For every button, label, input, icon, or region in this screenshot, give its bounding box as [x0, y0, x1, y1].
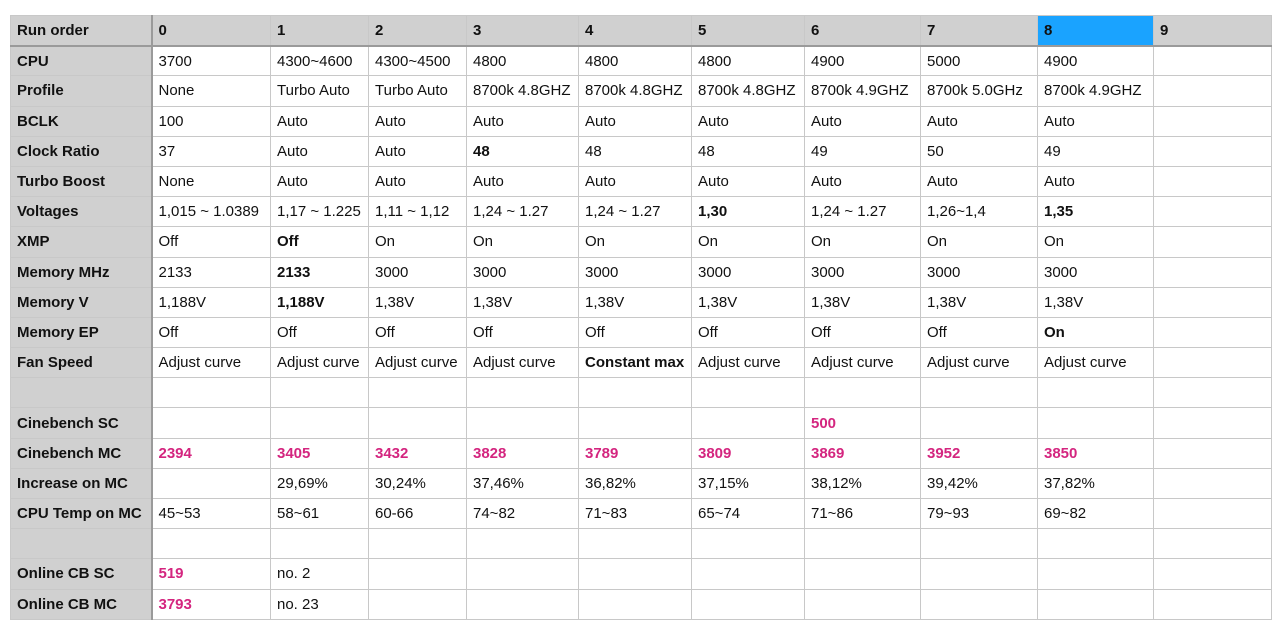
table-row: [11, 136, 1272, 166]
data-cell[interactable]: [1154, 408, 1272, 438]
data-cell[interactable]: 3000: [805, 257, 921, 287]
data-cell[interactable]: None: [152, 76, 271, 106]
data-cell[interactable]: [152, 529, 271, 559]
data-cell[interactable]: [579, 408, 692, 438]
column-header-8-selected[interactable]: 8: [1038, 16, 1154, 46]
table-row: [11, 408, 1272, 438]
data-cell[interactable]: [1154, 287, 1272, 317]
data-cell[interactable]: [1154, 317, 1272, 347]
data-cell[interactable]: None: [152, 166, 271, 196]
data-cell[interactable]: 74~82: [467, 499, 579, 529]
data-cell[interactable]: Auto: [369, 166, 467, 196]
data-cell[interactable]: [805, 529, 921, 559]
data-cell[interactable]: [805, 378, 921, 408]
row-label-cell[interactable]: Memory MHz: [11, 257, 152, 287]
data-cell[interactable]: 1,11 ~ 1,12: [369, 197, 467, 227]
data-cell[interactable]: [1154, 106, 1272, 136]
data-cell[interactable]: 37,82%: [1038, 468, 1154, 498]
data-cell[interactable]: [467, 408, 579, 438]
data-cell[interactable]: 65~74: [692, 499, 805, 529]
row-label-cell[interactable]: Turbo Boost: [11, 166, 152, 196]
row-label-cell[interactable]: Memory V: [11, 287, 152, 317]
data-cell[interactable]: [271, 408, 369, 438]
data-cell[interactable]: 4300~4500: [369, 46, 467, 76]
data-cell[interactable]: 519: [152, 559, 271, 589]
header-row: [11, 16, 1272, 46]
data-cell[interactable]: [271, 378, 369, 408]
data-cell[interactable]: 3432: [369, 438, 467, 468]
data-cell[interactable]: 1,188V: [271, 287, 369, 317]
data-cell[interactable]: [921, 378, 1038, 408]
row-label-cell[interactable]: Fan Speed: [11, 348, 152, 378]
data-cell[interactable]: [579, 529, 692, 559]
data-cell[interactable]: [1038, 378, 1154, 408]
data-cell[interactable]: [579, 589, 692, 619]
data-cell[interactable]: 3000: [921, 257, 1038, 287]
data-cell[interactable]: On: [579, 227, 692, 257]
data-cell[interactable]: 1,24 ~ 1.27: [467, 197, 579, 227]
data-cell[interactable]: [1154, 166, 1272, 196]
data-cell[interactable]: [1154, 589, 1272, 619]
data-cell[interactable]: Adjust curve: [467, 348, 579, 378]
data-cell[interactable]: [1038, 559, 1154, 589]
data-cell[interactable]: 1,38V: [805, 287, 921, 317]
row-label-cell[interactable]: Online CB SC: [11, 559, 152, 589]
data-cell[interactable]: [921, 589, 1038, 619]
data-cell[interactable]: On: [467, 227, 579, 257]
data-cell[interactable]: Adjust curve: [1038, 348, 1154, 378]
data-cell[interactable]: Off: [271, 227, 369, 257]
table-row: [11, 589, 1272, 619]
data-cell[interactable]: Adjust curve: [152, 348, 271, 378]
data-cell[interactable]: 37,46%: [467, 468, 579, 498]
data-cell[interactable]: no. 2: [271, 559, 369, 589]
data-cell[interactable]: Auto: [1038, 166, 1154, 196]
data-cell[interactable]: [1154, 46, 1272, 76]
data-cell[interactable]: [1154, 529, 1272, 559]
data-cell[interactable]: On: [1038, 227, 1154, 257]
data-cell[interactable]: 3000: [369, 257, 467, 287]
data-cell[interactable]: 50: [921, 136, 1038, 166]
data-cell[interactable]: no. 23: [271, 589, 369, 619]
column-header-3[interactable]: 3: [467, 16, 579, 46]
data-cell[interactable]: 5000: [921, 46, 1038, 76]
row-label-cell[interactable]: Clock Ratio: [11, 136, 152, 166]
data-cell[interactable]: Off: [369, 317, 467, 347]
data-cell[interactable]: 37,15%: [692, 468, 805, 498]
table-row: [11, 559, 1272, 589]
data-cell[interactable]: 3793: [152, 589, 271, 619]
data-cell[interactable]: [1154, 257, 1272, 287]
data-cell[interactable]: 30,24%: [369, 468, 467, 498]
data-cell[interactable]: Off: [152, 317, 271, 347]
data-cell[interactable]: [1154, 438, 1272, 468]
data-cell[interactable]: Adjust curve: [692, 348, 805, 378]
data-cell[interactable]: [1154, 559, 1272, 589]
data-cell[interactable]: Auto: [805, 106, 921, 136]
row-label-cell[interactable]: [11, 378, 152, 408]
data-cell[interactable]: 1,38V: [692, 287, 805, 317]
table-row: [11, 378, 1272, 408]
column-header-1[interactable]: 1: [271, 16, 369, 46]
data-cell[interactable]: [369, 559, 467, 589]
table-row: [11, 529, 1272, 559]
data-cell[interactable]: [1154, 468, 1272, 498]
data-cell[interactable]: 29,69%: [271, 468, 369, 498]
data-cell[interactable]: 3789: [579, 438, 692, 468]
data-cell[interactable]: 3828: [467, 438, 579, 468]
column-header-4[interactable]: 4: [579, 16, 692, 46]
data-cell[interactable]: [369, 589, 467, 619]
data-cell[interactable]: Constant max: [579, 348, 692, 378]
data-cell[interactable]: [1154, 499, 1272, 529]
data-cell[interactable]: 3000: [579, 257, 692, 287]
table-row: [11, 76, 1272, 106]
data-cell[interactable]: Adjust curve: [271, 348, 369, 378]
data-cell[interactable]: [1154, 227, 1272, 257]
data-cell[interactable]: 48: [467, 136, 579, 166]
data-cell[interactable]: 1,30: [692, 197, 805, 227]
data-cell[interactable]: 3809: [692, 438, 805, 468]
data-cell[interactable]: 3952: [921, 438, 1038, 468]
data-cell[interactable]: 4900: [805, 46, 921, 76]
data-cell[interactable]: 79~93: [921, 499, 1038, 529]
header-label-cell[interactable]: Run order: [11, 16, 152, 46]
data-cell[interactable]: [152, 468, 271, 498]
data-cell[interactable]: Auto: [692, 166, 805, 196]
data-cell[interactable]: 3850: [1038, 438, 1154, 468]
data-cell[interactable]: Auto: [579, 166, 692, 196]
data-cell[interactable]: [1154, 197, 1272, 227]
data-cell[interactable]: Auto: [467, 166, 579, 196]
table-row: [11, 348, 1272, 378]
data-cell[interactable]: 71~86: [805, 499, 921, 529]
column-header-7[interactable]: 7: [921, 16, 1038, 46]
data-cell[interactable]: 4900: [1038, 46, 1154, 76]
data-cell[interactable]: Adjust curve: [921, 348, 1038, 378]
data-cell[interactable]: Auto: [271, 136, 369, 166]
data-cell[interactable]: [921, 529, 1038, 559]
row-label-cell[interactable]: Increase on MC: [11, 468, 152, 498]
column-header-5[interactable]: 5: [692, 16, 805, 46]
data-cell[interactable]: Off: [271, 317, 369, 347]
data-cell[interactable]: 8700k 4.8GHZ: [692, 76, 805, 106]
data-cell[interactable]: Auto: [271, 166, 369, 196]
data-cell[interactable]: Off: [152, 227, 271, 257]
data-cell[interactable]: [369, 529, 467, 559]
data-cell[interactable]: 8700k 4.8GHZ: [579, 76, 692, 106]
data-cell[interactable]: 2394: [152, 438, 271, 468]
data-cell[interactable]: [1154, 378, 1272, 408]
column-header-6[interactable]: 6: [805, 16, 921, 46]
data-cell[interactable]: [467, 529, 579, 559]
data-cell[interactable]: [921, 408, 1038, 438]
data-cell[interactable]: Auto: [579, 106, 692, 136]
data-cell[interactable]: 8700k 4.8GHZ: [467, 76, 579, 106]
data-cell[interactable]: [692, 589, 805, 619]
table-row: [11, 227, 1272, 257]
data-cell[interactable]: 1,38V: [1038, 287, 1154, 317]
row-label-cell[interactable]: Cinebench SC: [11, 408, 152, 438]
data-cell[interactable]: 49: [805, 136, 921, 166]
data-cell[interactable]: 3700: [152, 46, 271, 76]
data-cell[interactable]: [1038, 589, 1154, 619]
data-cell[interactable]: [805, 559, 921, 589]
row-label-cell[interactable]: CPU Temp on MC: [11, 499, 152, 529]
data-cell[interactable]: 39,42%: [921, 468, 1038, 498]
table-row: [11, 499, 1272, 529]
data-cell[interactable]: 4800: [692, 46, 805, 76]
data-cell[interactable]: [152, 408, 271, 438]
data-cell[interactable]: Off: [467, 317, 579, 347]
data-cell[interactable]: Auto: [369, 106, 467, 136]
data-cell[interactable]: 71~83: [579, 499, 692, 529]
data-cell[interactable]: 49: [1038, 136, 1154, 166]
data-cell[interactable]: [579, 378, 692, 408]
data-cell[interactable]: [467, 559, 579, 589]
data-cell[interactable]: Auto: [467, 106, 579, 136]
data-cell[interactable]: [921, 559, 1038, 589]
data-cell[interactable]: [467, 378, 579, 408]
data-cell[interactable]: 500: [805, 408, 921, 438]
data-cell[interactable]: [1038, 408, 1154, 438]
data-cell[interactable]: 69~82: [1038, 499, 1154, 529]
data-cell[interactable]: Auto: [369, 136, 467, 166]
data-cell[interactable]: Turbo Auto: [271, 76, 369, 106]
data-cell[interactable]: 1,38V: [921, 287, 1038, 317]
spreadsheet-table: [10, 15, 1272, 620]
data-cell[interactable]: 58~61: [271, 499, 369, 529]
row-label-cell[interactable]: Cinebench MC: [11, 438, 152, 468]
data-cell[interactable]: [692, 559, 805, 589]
row-label-cell[interactable]: BCLK: [11, 106, 152, 136]
data-cell[interactable]: 48: [579, 136, 692, 166]
data-cell[interactable]: Adjust curve: [805, 348, 921, 378]
table-row: [11, 46, 1272, 76]
row-label-cell[interactable]: XMP: [11, 227, 152, 257]
data-cell[interactable]: Auto: [921, 106, 1038, 136]
data-cell[interactable]: [579, 559, 692, 589]
data-cell[interactable]: Auto: [271, 106, 369, 136]
data-cell[interactable]: Auto: [921, 166, 1038, 196]
data-cell[interactable]: On: [921, 227, 1038, 257]
data-cell[interactable]: [692, 529, 805, 559]
table-row: [11, 197, 1272, 227]
row-label-cell[interactable]: Online CB MC: [11, 589, 152, 619]
data-cell[interactable]: 37: [152, 136, 271, 166]
table-row: [11, 287, 1272, 317]
column-header-9[interactable]: 9: [1154, 16, 1272, 46]
data-cell[interactable]: 1,015 ~ 1.0389: [152, 197, 271, 227]
data-cell[interactable]: On: [692, 227, 805, 257]
data-cell[interactable]: 1,26~1,4: [921, 197, 1038, 227]
data-cell[interactable]: Auto: [692, 106, 805, 136]
data-cell[interactable]: 36,82%: [579, 468, 692, 498]
data-cell[interactable]: [369, 378, 467, 408]
data-cell[interactable]: Off: [805, 317, 921, 347]
data-cell[interactable]: [1154, 136, 1272, 166]
data-cell[interactable]: 1,17 ~ 1.225: [271, 197, 369, 227]
data-cell[interactable]: Turbo Auto: [369, 76, 467, 106]
data-cell[interactable]: [1154, 348, 1272, 378]
data-cell[interactable]: Auto: [805, 166, 921, 196]
data-cell[interactable]: 3869: [805, 438, 921, 468]
data-cell[interactable]: 3000: [1038, 257, 1154, 287]
data-cell[interactable]: 4300~4600: [271, 46, 369, 76]
data-cell[interactable]: [805, 589, 921, 619]
data-cell[interactable]: 8700k 4.9GHZ: [805, 76, 921, 106]
data-cell[interactable]: [369, 408, 467, 438]
table-row: [11, 468, 1272, 498]
data-cell[interactable]: 60-66: [369, 499, 467, 529]
column-header-0[interactable]: 0: [152, 16, 271, 46]
data-cell[interactable]: Off: [921, 317, 1038, 347]
data-cell[interactable]: Off: [692, 317, 805, 347]
column-header-2[interactable]: 2: [369, 16, 467, 46]
data-cell[interactable]: 4800: [467, 46, 579, 76]
data-cell[interactable]: 2133: [271, 257, 369, 287]
data-cell[interactable]: 8700k 5.0GHz: [921, 76, 1038, 106]
data-cell[interactable]: 3405: [271, 438, 369, 468]
data-cell[interactable]: Auto: [1038, 106, 1154, 136]
data-cell[interactable]: [467, 589, 579, 619]
data-cell[interactable]: 4800: [579, 46, 692, 76]
data-cell[interactable]: 100: [152, 106, 271, 136]
data-cell[interactable]: [152, 378, 271, 408]
data-cell[interactable]: 1,188V: [152, 287, 271, 317]
data-cell[interactable]: 1,38V: [579, 287, 692, 317]
data-cell[interactable]: 1,24 ~ 1.27: [805, 197, 921, 227]
data-cell[interactable]: On: [805, 227, 921, 257]
data-cell[interactable]: On: [1038, 317, 1154, 347]
data-cell[interactable]: 1,38V: [467, 287, 579, 317]
row-label-cell[interactable]: Voltages: [11, 197, 152, 227]
table-row: [11, 166, 1272, 196]
data-cell[interactable]: [692, 378, 805, 408]
table-row: [11, 106, 1272, 136]
data-cell[interactable]: 38,12%: [805, 468, 921, 498]
data-cell[interactable]: [1038, 529, 1154, 559]
data-cell[interactable]: 1,35: [1038, 197, 1154, 227]
data-cell[interactable]: [271, 529, 369, 559]
table-body: [11, 46, 1272, 620]
data-cell[interactable]: 45~53: [152, 499, 271, 529]
table-row: [11, 438, 1272, 468]
data-cell[interactable]: 2133: [152, 257, 271, 287]
data-cell[interactable]: 1,24 ~ 1.27: [579, 197, 692, 227]
data-cell[interactable]: 48: [692, 136, 805, 166]
table-row: [11, 257, 1272, 287]
data-cell[interactable]: 8700k 4.9GHZ: [1038, 76, 1154, 106]
row-label-cell[interactable]: CPU: [11, 46, 152, 76]
row-label-cell[interactable]: Profile: [11, 76, 152, 106]
table-row: [11, 317, 1272, 347]
data-cell[interactable]: [1154, 76, 1272, 106]
data-cell[interactable]: On: [369, 227, 467, 257]
row-label-cell[interactable]: [11, 529, 152, 559]
data-cell[interactable]: [692, 408, 805, 438]
data-cell[interactable]: Adjust curve: [369, 348, 467, 378]
data-cell[interactable]: Off: [579, 317, 692, 347]
data-cell[interactable]: 1,38V: [369, 287, 467, 317]
row-label-cell[interactable]: Memory EP: [11, 317, 152, 347]
data-cell[interactable]: 3000: [692, 257, 805, 287]
data-cell[interactable]: 3000: [467, 257, 579, 287]
